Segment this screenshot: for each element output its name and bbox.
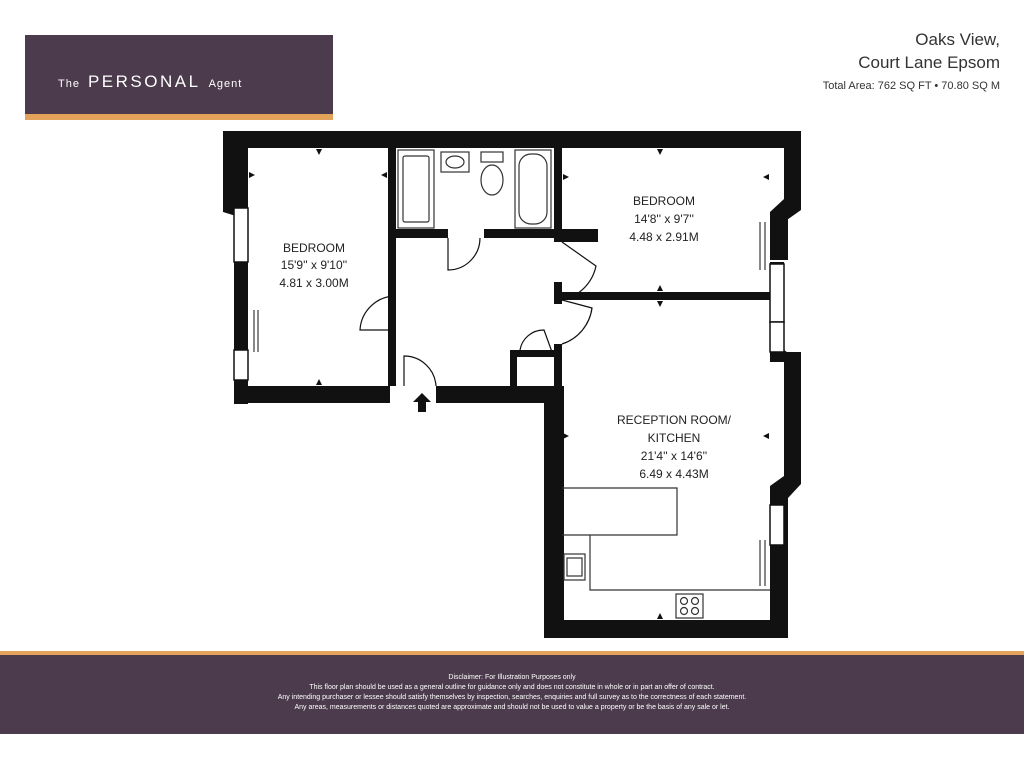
reception-metric: 6.49 x 4.43M	[639, 467, 709, 481]
bedroom2-imperial: 14'8'' x 9'7''	[634, 212, 694, 226]
bedroom1-name: BEDROOM	[282, 241, 346, 255]
reception-name-line2: KITCHEN	[647, 431, 701, 445]
address-line-2: Court Lane Epsom	[858, 53, 1000, 72]
disclaimer-line-1: Disclaimer: For Illustration Purposes only	[448, 674, 576, 681]
disclaimer-line-3: Any intending purchaser or lessee should satisfy themselves by inspection, searches, enquiries and full survey as to the correctness of each statement.	[277, 694, 747, 701]
logo-word-agent: Agent	[208, 78, 243, 90]
entrance-arrow-icon	[413, 393, 431, 412]
bath-tub-icon	[515, 150, 551, 228]
disclaimer-line-4: Any areas, measurements or distances quoted are approximate and should not be used to value a property or be the basis of any sale or let.	[294, 704, 730, 711]
hob-icon	[676, 594, 703, 618]
address-line-1: Oaks View,	[915, 30, 1000, 49]
total-area: Total Area: 762 SQ FT • 70.80 SQ M	[822, 80, 1000, 92]
sink-icon	[564, 554, 585, 580]
kitchen-counter	[562, 488, 770, 590]
logo-word-the: The	[58, 78, 80, 90]
internal-walls	[388, 131, 770, 389]
bath-icon	[398, 150, 434, 228]
reception-name-line1: RECEPTION ROOM/	[616, 413, 732, 427]
bedroom1-imperial: 15'9'' x 9'10''	[280, 258, 348, 272]
basin-icon	[441, 152, 469, 172]
bedroom2-metric: 4.48 x 2.91M	[629, 230, 699, 244]
disclaimer-line-2: This floor plan should be used as a general outline for guidance only and does not constitute in whole or in part an offer of contract.	[309, 684, 715, 691]
bedroom1-metric: 4.81 x 3.00M	[279, 276, 349, 290]
reception-imperial: 21'4'' x 14'6''	[640, 449, 708, 463]
toilet-icon	[481, 152, 503, 195]
disclaimer-footer	[0, 651, 1024, 734]
logo-word-personal: PERSONAL	[87, 72, 201, 91]
bedroom2-name: BEDROOM	[632, 194, 696, 208]
